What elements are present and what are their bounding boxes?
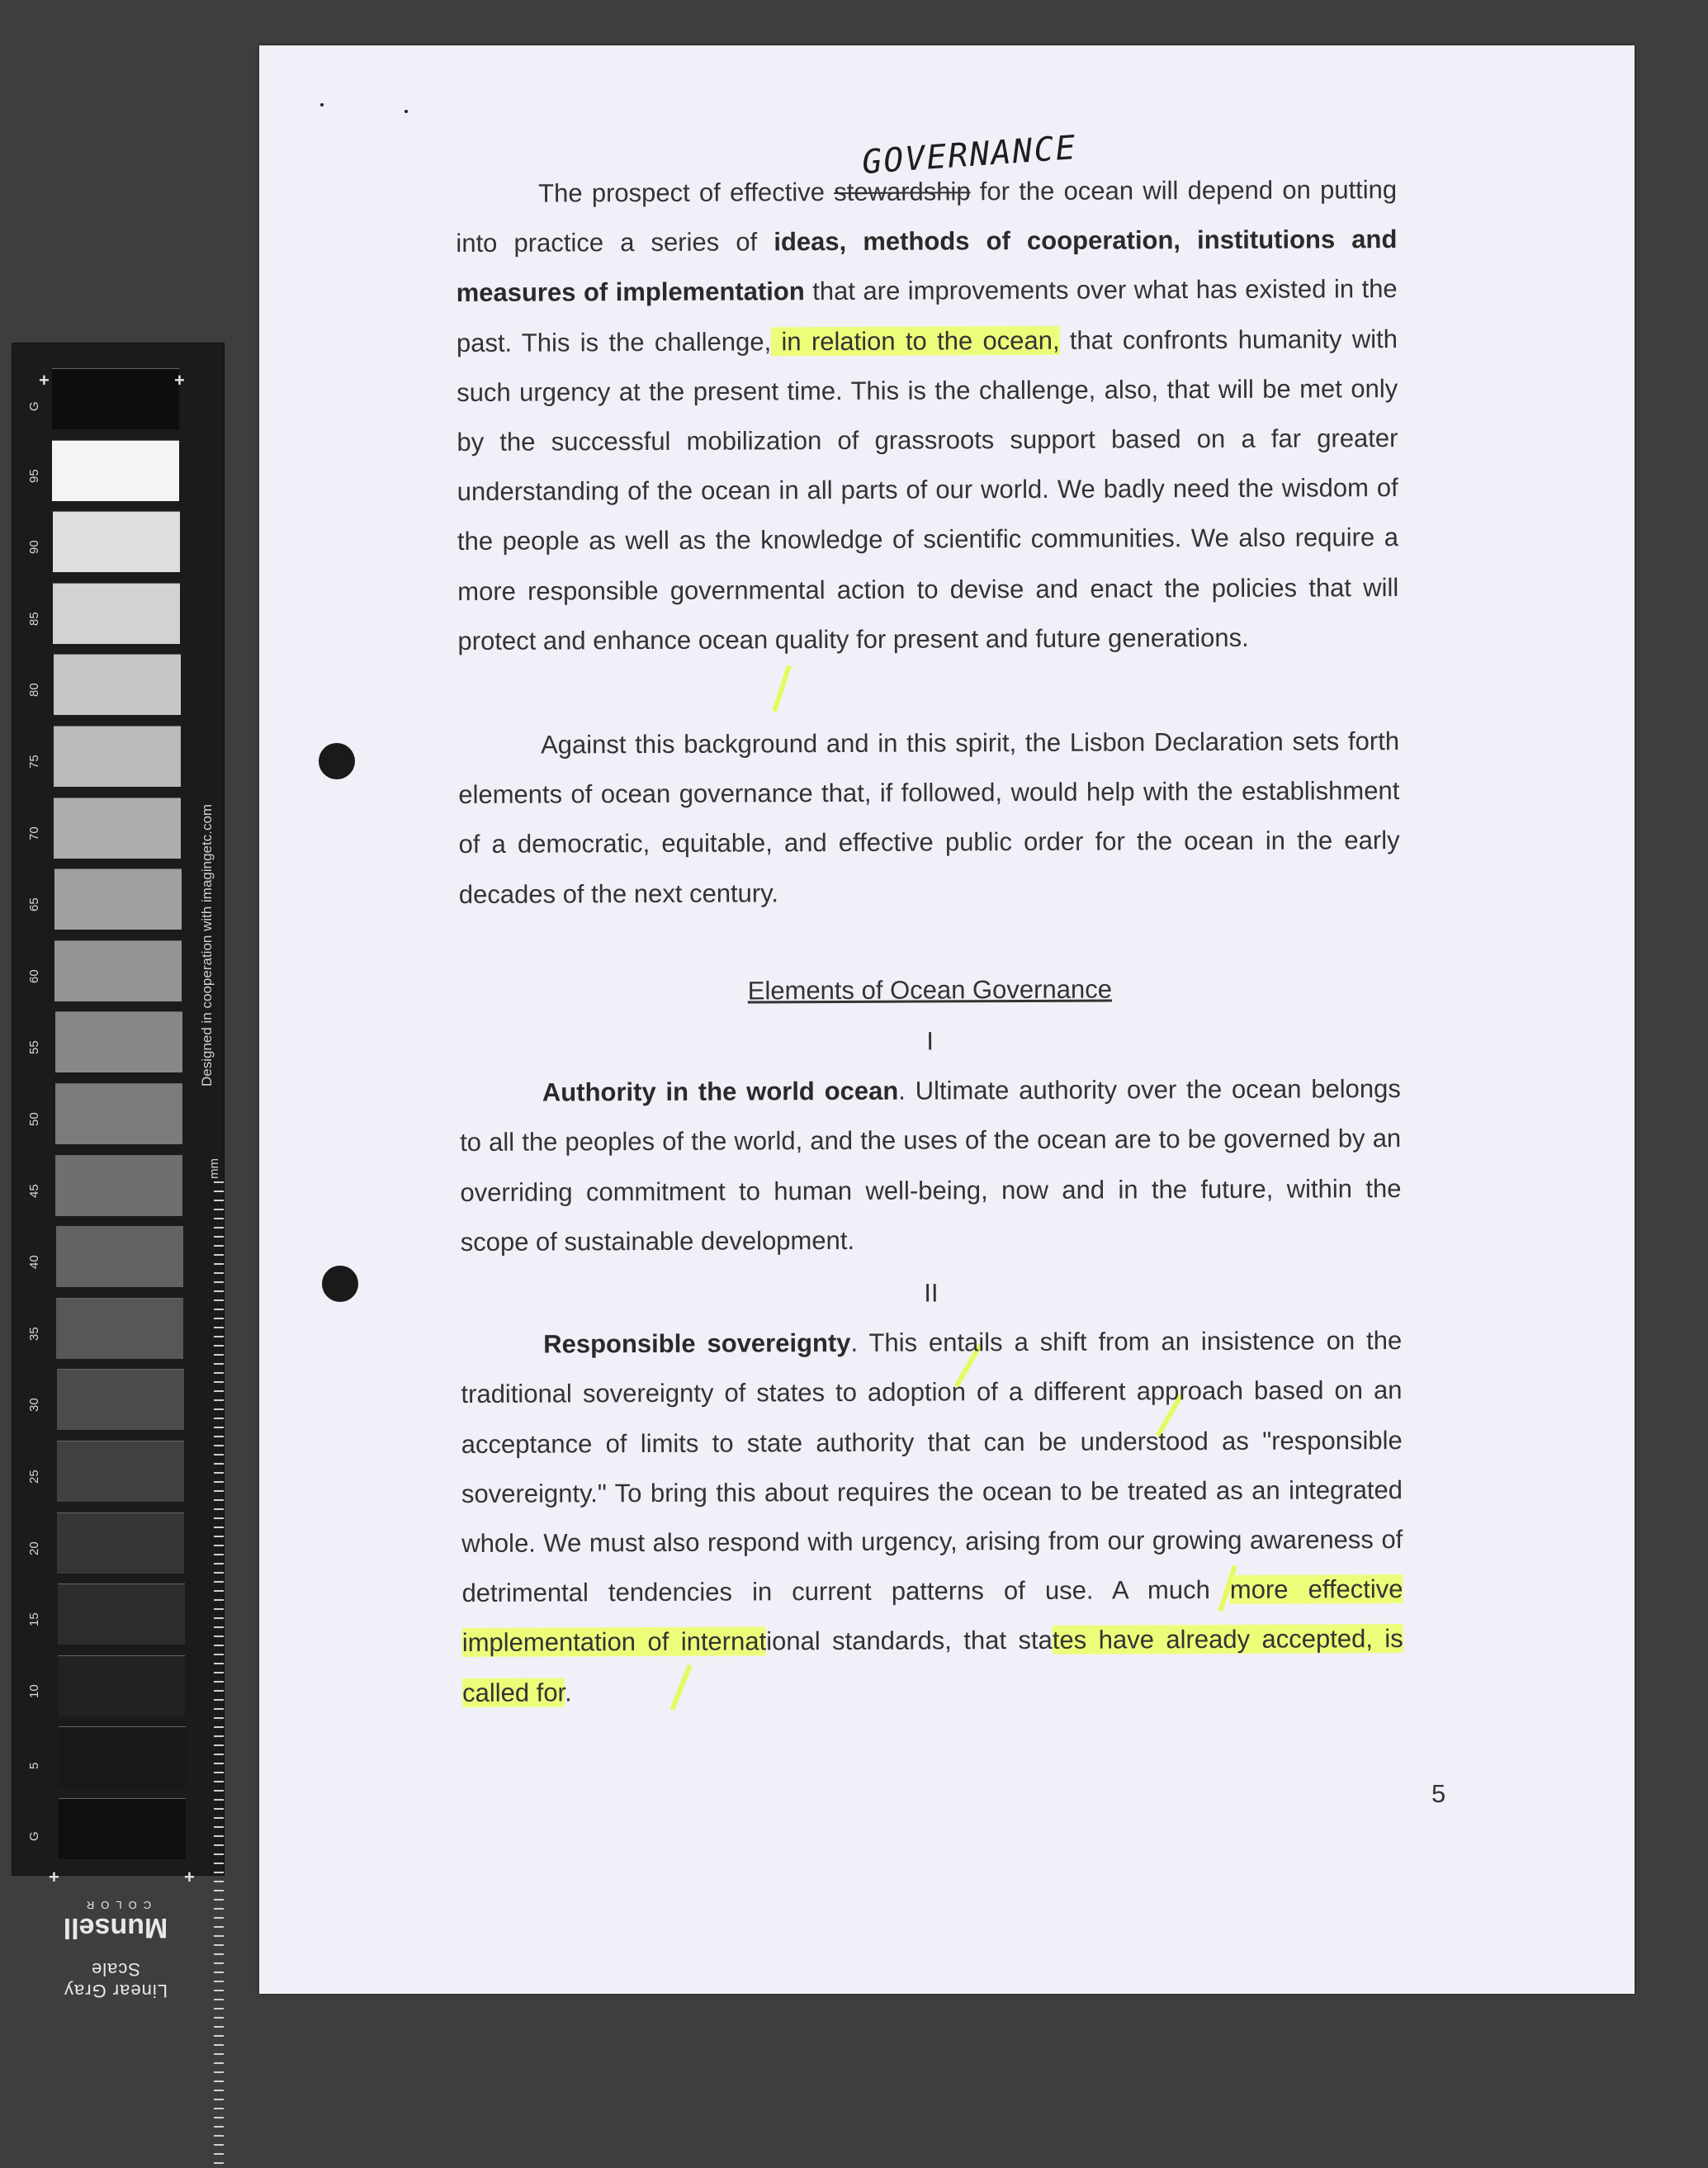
gray-scale-label: 20: [27, 1541, 41, 1555]
gray-scale-label: 70: [27, 826, 41, 840]
gray-scale-label: 10: [27, 1684, 41, 1698]
section-numeral: II: [924, 1278, 939, 1308]
mm-label: mm: [207, 1158, 221, 1179]
gray-swatch: [53, 511, 180, 572]
body-text: [456, 165, 1403, 1718]
gray-swatch: [52, 368, 179, 429]
gray-scale-label: 15: [27, 1612, 41, 1627]
gray-swatch: [54, 654, 181, 715]
section-2-paragraph: [461, 1316, 1403, 1718]
designed-by-text: Designed in cooperation with imagingetc.com: [199, 803, 215, 1086]
gray-scale-label: 80: [27, 683, 41, 698]
document-page: [259, 45, 1635, 1994]
gray-scale-label: 30: [27, 1398, 41, 1413]
punch-hole: [319, 743, 355, 779]
highlighted-phrase: in relation to the ocean,: [771, 325, 1060, 356]
text-run: . This entails a shift from an insistence on the traditional sovereignty of states to adoption of a different approach based on an acceptance of limits to state authority that can be understood as "responsible sovereignty." To bring this about requires the ocean to be treated as an integrated whole. We must also respond with urgency, arising from our growing awareness of detrimental tendencies in current patterns of use. A much: [461, 1326, 1403, 1608]
munsell-brand: [50, 1899, 182, 2001]
gray-swatch: [59, 1798, 186, 1859]
mm-ruler: [214, 1181, 224, 2168]
brand-color: COLOR: [79, 1899, 152, 1911]
handwritten-annotation: GOVERNANCE: [860, 128, 1079, 182]
struck-word: stewardship: [834, 177, 971, 207]
gray-scale-label: 95: [27, 468, 41, 483]
gray-swatch: [52, 440, 179, 501]
gray-swatch: [57, 1512, 184, 1574]
bold-phrase: ideas, methods of cooperation, institutions and measures of implementation: [456, 225, 1398, 308]
speck: [320, 103, 324, 107]
gray-swatch: [55, 1083, 182, 1144]
gray-scale-label: 35: [27, 1327, 41, 1341]
gray-swatch: [57, 1369, 184, 1430]
text-run: that confronts humanity with such urgency at the present time. This is the challenge, also, that will be met only by the successful mobilization of grassroots support based on a far greater understanding of the ocean in all parts of our world. We badly need the wisdom of the people as well as the knowledge of scientific communities. We also require a more responsible governmental action to devise and enact the policies that will protect and enhance ocean quality for present and future generations.: [457, 324, 1399, 656]
brand-name: Munsell: [63, 1912, 168, 1943]
gray-swatch: [55, 1011, 182, 1072]
gray-swatch: [58, 1583, 185, 1645]
highlighted-phrase: tes have already accepted, is called for: [461, 1624, 1403, 1707]
gray-scale-label: 90: [27, 540, 41, 555]
section-1-paragraph: [460, 1064, 1402, 1267]
speck: [405, 110, 408, 113]
paragraph-1: [456, 165, 1399, 666]
page-number: 5: [1431, 1779, 1446, 1808]
text-run: . Ultimate authority over the ocean belongs to all the peoples of the world, and the uses of the ocean are to be governed by an overriding commitment to human well-being, now and in the future, within the scope of sustainable development.: [460, 1074, 1402, 1257]
gray-scale-label: 45: [27, 1183, 41, 1198]
registration-mark-icon: +: [174, 370, 185, 391]
gray-swatch: [57, 1441, 184, 1502]
gray-swatch: [56, 1226, 183, 1287]
registration-mark-icon: +: [184, 1867, 195, 1887]
gray-scale-label: 85: [27, 612, 41, 626]
gray-scale-card: [12, 343, 225, 1887]
text-run: ional standards, that sta: [766, 1626, 1053, 1656]
section-title: Authority in the world ocean: [542, 1076, 899, 1107]
gray-scale-label: 60: [27, 969, 41, 983]
gray-swatch: [54, 798, 181, 859]
text-run: .: [565, 1678, 572, 1707]
gray-scale-label: 75: [27, 755, 41, 769]
section-title: Responsible sovereignty: [543, 1328, 851, 1359]
gray-scale-label: 65: [27, 897, 41, 912]
registration-mark-icon: +: [39, 370, 50, 391]
section-numeral: I: [926, 1026, 934, 1056]
gray-scale-label: 5: [27, 1763, 41, 1770]
section-heading: Elements of Ocean Governance: [747, 974, 1112, 1006]
brand-subtitle: Linear Gray Scale: [64, 1959, 168, 2001]
gray-scale-label: 25: [27, 1470, 41, 1484]
gray-scale-label: 40: [27, 1255, 41, 1270]
text-run: for the ocean will depend on putting into practice a series of: [456, 175, 1398, 258]
gray-swatch: [56, 1298, 183, 1359]
text-run: The prospect of effective: [538, 178, 835, 208]
highlighted-phrase: more effective implementation of internat: [461, 1574, 1403, 1658]
gray-swatch: [55, 1155, 182, 1216]
registration-mark-icon: +: [49, 1867, 59, 1887]
text-run: that are improvements over what has existed in the past. This is the challenge,: [456, 274, 1398, 357]
gray-swatch: [53, 583, 180, 644]
gray-scale-label: 50: [27, 1112, 41, 1126]
gray-swatch: [59, 1726, 186, 1787]
gray-scale-label: 55: [27, 1040, 41, 1055]
gray-scale-label: G: [27, 401, 41, 411]
gray-swatch: [58, 1655, 185, 1716]
paragraph-2: Against this background and in this spirit, the Lisbon Declaration sets forth elements of ocean governance that, if followed, would help with the establishment of a democratic, equitable, and effective public order for the ocean in the early decades of the next century.: [458, 727, 1400, 909]
punch-hole: [322, 1266, 358, 1302]
gray-swatch: [54, 940, 182, 1001]
gray-swatch: [54, 869, 182, 930]
gray-swatch: [54, 726, 181, 787]
gray-scale-label: G: [27, 1831, 41, 1841]
